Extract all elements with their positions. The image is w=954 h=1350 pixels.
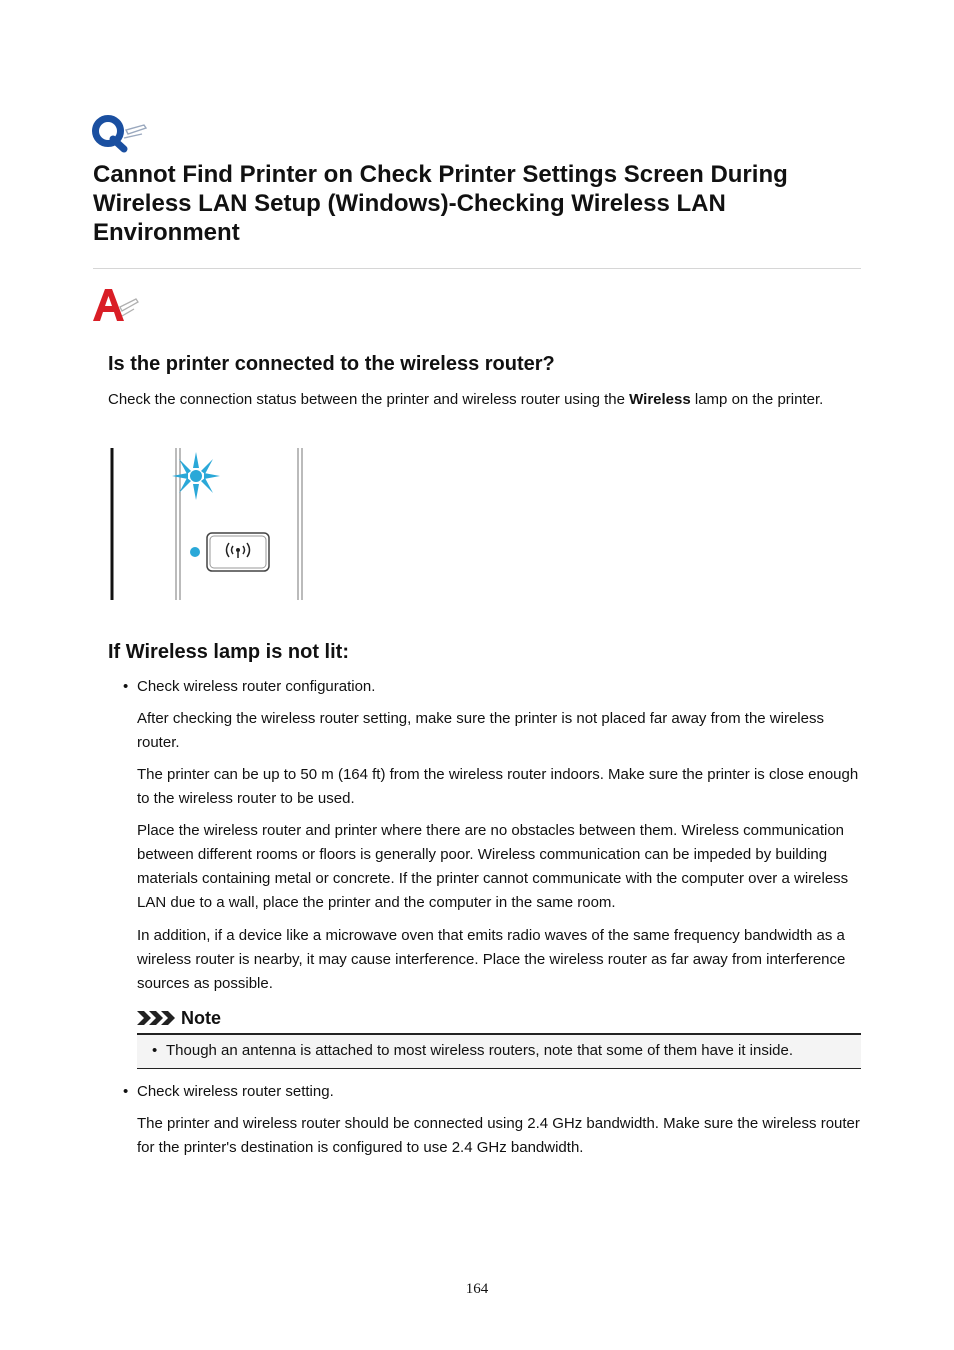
bullet-marker: • bbox=[152, 1042, 158, 1059]
bullet-marker: • bbox=[123, 678, 129, 695]
connection-check-paragraph bbox=[108, 388, 848, 412]
note-title: Note bbox=[181, 1008, 221, 1028]
paragraph-bandwidth: The printer and wireless router should be connected using 2.4 GHz bandwidth. Make sure the wireless router for the printer's destination is configured to use 2.4 GHz bandwidth. bbox=[137, 1115, 860, 1156]
wireless-lamp-term: Wireless bbox=[629, 391, 691, 408]
page-title: Cannot Find Printer on Check Printer Settings Screen During Wireless LAN Setup (Windows)-Checking Wireless LAN Environment bbox=[93, 161, 788, 246]
paragraph-distance: After checking the wireless router setting, make sure the printer is not placed far away from the wireless router. bbox=[137, 710, 824, 751]
paragraph-interference: In addition, if a device like a microwave oven that emits radio waves of the same frequency bandwidth as a wireless router is nearby, it may cause interference. Place the wireless router as far away from interference sources as possible. bbox=[137, 927, 846, 992]
wireless-lamp-panel-illustration bbox=[106, 446, 308, 602]
section-heading-connection: Is the printer connected to the wireless router? bbox=[108, 353, 555, 375]
section-heading-lamp-not-lit: If Wireless lamp is not lit: bbox=[108, 641, 349, 663]
paragraph-text: lamp on the printer. bbox=[690, 391, 824, 408]
answer-a-icon bbox=[92, 287, 144, 325]
paragraph-text: Check the connection status between the printer and wireless router using the bbox=[108, 391, 630, 408]
page-number: 164 bbox=[465, 1281, 489, 1297]
paragraph-obstacles: Place the wireless router and printer where there are no obstacles between them. Wireless communication between different rooms or floors is generally poor. Wireless communication can be impeded by building materials containing metal or concrete. If the printer cannot communicate with the computer over a wireless LAN due to a wall, place the printer and the computer in the same room. bbox=[137, 822, 849, 911]
blinking-lamp-icon bbox=[172, 452, 220, 500]
note-item: Though an antenna is attached to most wireless routers, note that some of them have it inside. bbox=[166, 1042, 794, 1059]
question-q-icon bbox=[92, 112, 152, 154]
note-box bbox=[137, 1033, 861, 1069]
bullet-router-setting: Check wireless router setting. bbox=[137, 1083, 334, 1100]
wireless-lamp-indicator bbox=[190, 547, 200, 557]
bullet-router-configuration: Check wireless router configuration. bbox=[137, 678, 376, 695]
note-chevrons-icon bbox=[137, 1006, 177, 1030]
paragraph-range: The printer can be up to 50 m (164 ft) from the wireless router indoors. Make sure the printer is close enough to the wireless router to be used. bbox=[137, 766, 859, 807]
bullet-marker: • bbox=[123, 1083, 129, 1100]
title-divider bbox=[93, 268, 861, 269]
